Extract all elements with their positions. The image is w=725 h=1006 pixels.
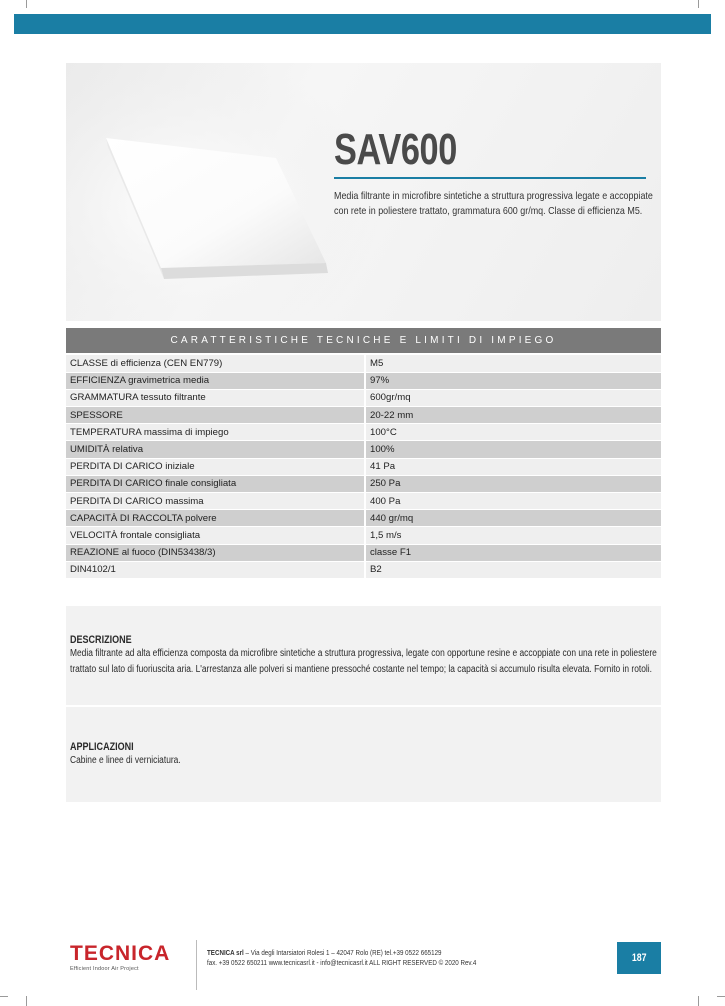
spec-row [66,475,661,492]
spec-value: 100% [365,441,661,458]
spec-value: 250 Pa [365,475,661,492]
spec-label: EFFICIENZA gravimetrica media [66,372,365,389]
product-title: SAV600 [334,125,457,174]
spec-row [66,372,661,389]
footer-contact [207,948,568,968]
specs-table [66,355,661,579]
footer-address: – Via degli Intarsiatori Rolesi 1 – 42047 Rolo (RE) tel.+39 0522 665129 [243,948,442,957]
spec-row [66,424,661,441]
spec-row [66,441,661,458]
page-number [617,942,661,974]
crop-mark [698,0,699,8]
spec-value: M5 [365,355,661,372]
spec-label: PERDITA DI CARICO massima [66,493,365,510]
spec-label: CLASSE di efficienza (CEN EN779) [66,355,365,372]
spec-value: 600gr/mq [365,389,661,406]
page-number-text: 187 [631,952,647,964]
spec-value: 97% [365,372,661,389]
spec-label: VELOCITÀ frontale consigliata [66,527,365,544]
spec-label: PERDITA DI CARICO iniziale [66,458,365,475]
tecnica-logo [70,943,174,972]
crop-mark [26,996,27,1006]
spec-row [66,389,661,406]
spec-label: UMIDITÀ relativa [66,441,365,458]
logo-tagline: Efficient Indoor Air Project [70,966,139,972]
spec-row [66,493,661,510]
specs-header: CARATTERISTICHE TECNICHE E LIMITI DI IMPIEGO [66,328,661,353]
spec-label: GRAMMATURA tessuto filtrante [66,389,365,406]
spec-value: 1,5 m/s [365,527,661,544]
spec-row [66,458,661,475]
spec-row [66,561,661,578]
top-accent-bar [14,14,711,34]
spec-label: CAPACITÀ DI RACCOLTA polvere [66,510,365,527]
description-title: DESCRIZIONE [70,634,132,646]
description-panel [66,606,661,705]
product-description: Media filtrante in microfibre sintetiche a struttura progressiva legate e accoppiate con rete in poliestere trattato, grammatura 600 gr/mq. Classe di efficienza M5. [334,191,653,217]
spec-row [66,510,661,527]
title-underline [334,177,646,179]
spec-label: SPESSORE [66,407,365,424]
applications-panel [66,707,661,802]
spec-label: DIN4102/1 [66,561,365,578]
logo-wordmark: TECNICA [70,942,171,965]
spec-row [66,544,661,561]
spec-label: REAZIONE al fuoco (DIN53438/3) [66,544,365,561]
applications-title: APPLICAZIONI [70,741,134,753]
spec-row [66,355,661,372]
spec-value: 400 Pa [365,493,661,510]
spec-label: PERDITA DI CARICO finale consigliata [66,475,365,492]
crop-mark [26,0,27,8]
spec-row [66,527,661,544]
footer-fax-web: fax. +39 0522 650211 www.tecnicasrl.it - info@tecnicasrl.it ALL RIGHT RESERVED © 2020 Rev.4 [207,958,477,967]
crop-mark [0,996,8,997]
spec-label: TEMPERATURA massima di impiego [66,424,365,441]
spec-value: 20-22 mm [365,407,661,424]
spec-value: 100°C [365,424,661,441]
footer-divider [196,940,197,990]
spec-row [66,407,661,424]
applications-text: Cabine e linee di verniciatura. [70,755,181,766]
spec-value: 440 gr/mq [365,510,661,527]
description-text: Media filtrante ad alta efficienza composta da microfibre sintetiche a struttura progressiva, legate con opportune resine e accoppiate con una rete in poliestere trattato sul lato di fuoriuscita aria. L'arrestanza alle polveri si mantiene pressoché costante nel tempo; la capacità si accumulo risulta elevata. Fornito in rotoli. [70,648,657,675]
spec-value: classe F1 [365,544,661,561]
spec-value: 41 Pa [365,458,661,475]
crop-mark [717,996,725,997]
footer-company: TECNICA srl [207,948,244,957]
product-hero [66,63,661,321]
spec-value: B2 [365,561,661,578]
crop-mark [698,996,699,1006]
